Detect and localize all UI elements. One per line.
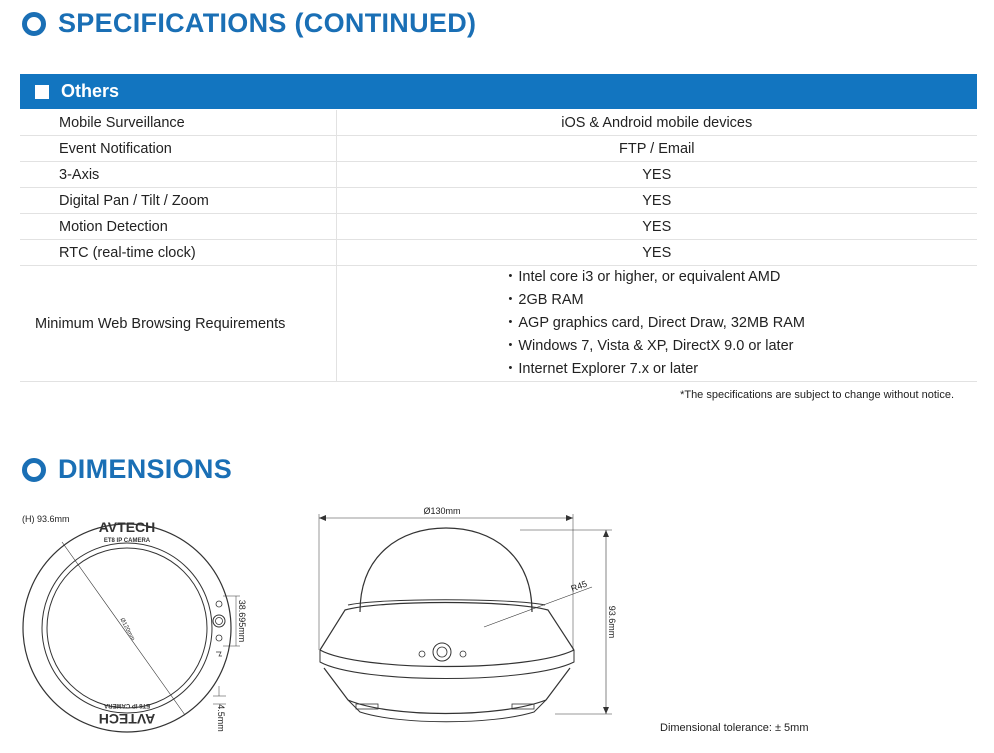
height-label: 93.6mm — [607, 605, 617, 639]
tolerance-note: Dimensional tolerance: ± 5mm — [660, 722, 809, 734]
top-view-height-label: (H) 93.6mm — [22, 514, 70, 524]
lens-hole-inner-icon — [216, 618, 223, 625]
row-label: Mobile Surveillance — [20, 110, 336, 136]
footnote: *The specifications are subject to change without notice. — [680, 389, 954, 401]
list-item: • 2GB RAM — [509, 289, 805, 312]
screw-icon — [216, 601, 222, 607]
row-label: 3-Axis — [20, 162, 336, 188]
row-value: iOS & Android mobile devices — [336, 110, 977, 136]
row-value: YES — [336, 188, 977, 214]
lens-hole-icon — [213, 615, 225, 627]
brand-logo-text: AVTECH — [98, 519, 156, 535]
row-value: YES — [336, 240, 977, 266]
screw-icon — [460, 651, 466, 657]
others-title: Others — [61, 81, 120, 101]
list-item: • Windows 7, Vista & XP, DirectX 9.0 or later — [509, 335, 805, 358]
list-item: • Intel core i3 or higher, or equivalent AMD — [509, 266, 805, 289]
screw-icon — [419, 651, 425, 657]
bottom-dimension-label: 4.5mm — [216, 704, 226, 732]
brand-logo-text-inverted: AVTECH — [98, 711, 156, 727]
base-shape — [324, 668, 570, 714]
list-item: • AGP graphics card, Direct Draw, 32MB RAM — [509, 312, 805, 335]
row-value: YES — [336, 162, 977, 188]
brand-subtitle-text: ET8 IP CAMERA — [103, 538, 151, 544]
brand-subtitle-text-inverted: ET8 IP CAMERA — [103, 702, 151, 708]
specs-title-text: SPECIFICATIONS (CONTINUED) — [58, 8, 477, 38]
inner-diameter-label: Ø120mm — [118, 617, 136, 642]
housing-shape — [320, 603, 574, 651]
side-dimension-label: 38.695mm — [237, 599, 247, 643]
top-view-drawing — [22, 514, 247, 732]
row-value: YES — [336, 214, 977, 240]
width-label: Ø130mm — [423, 506, 461, 516]
side-view-drawing — [319, 506, 617, 722]
radius-label: R45 — [569, 578, 589, 594]
lightning-icon — [216, 652, 222, 656]
lens-icon — [433, 643, 451, 661]
row-label: Digital Pan / Tilt / Zoom — [20, 188, 336, 214]
requirements-label: Minimum Web Browsing Requirements — [20, 266, 336, 382]
list-item: • Internet Explorer 7.x or later — [509, 358, 805, 381]
dimensions-title-text: DIMENSIONS — [58, 454, 233, 484]
row-label: Motion Detection — [20, 214, 336, 240]
screw-icon — [216, 635, 222, 641]
row-label: Event Notification — [20, 136, 336, 162]
radius-leader-line — [484, 587, 592, 627]
row-value: FTP / Email — [336, 136, 977, 162]
row-label: RTC (real-time clock) — [20, 240, 336, 266]
